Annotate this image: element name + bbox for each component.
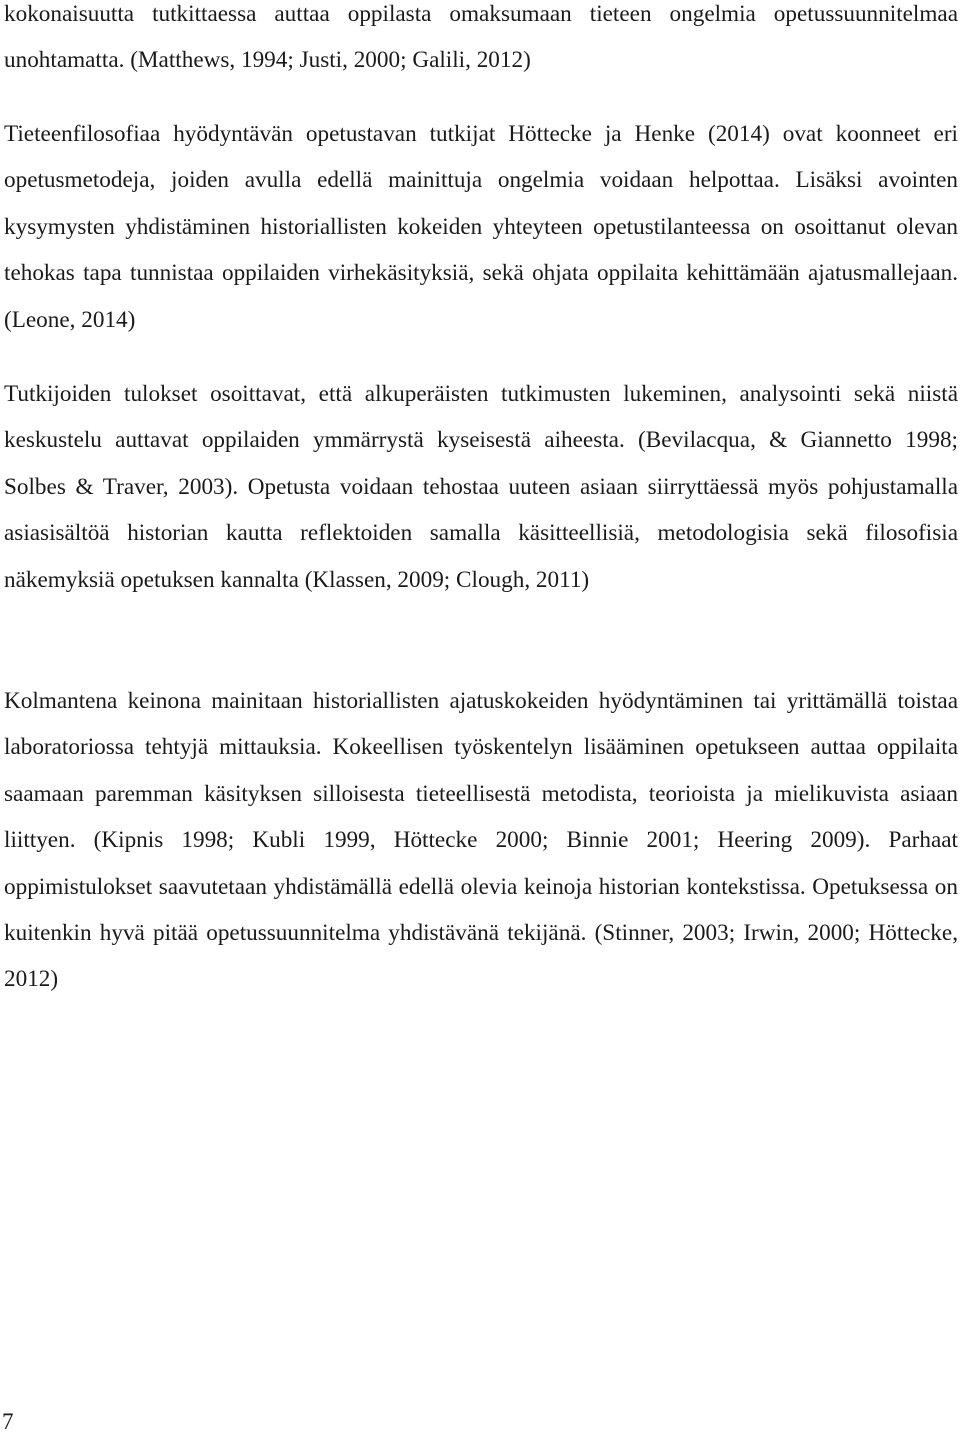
paragraph-research-results: Tutkijoiden tulokset osoittavat, että alkuperäisten tutkimusten lukeminen, analysointi sekä niistä keskustelu auttavat oppilaiden ymmärrystä kyseisestä aiheesta. (Bevilacqua, & Giannetto 1998; Solbes & Traver, 2003). Opetusta voidaan tehostaa uuteen asiaan siirryttäessä myös pohjustamalla asiasisältöä historian kautta reflektoiden samalla käsitteellisiä, metodologisia sekä filosofisia näkemyksiä opetuksen kannalta (Klassen, 2009; Clough, 2011) <box>4 381 958 593</box>
paragraph-philosophy-methods: Tieteenfilosofiaa hyödyntävän opetustavan tutkijat Höttecke ja Henke (2014) ovat koonneet eri opetusmetodeja, joiden avulla edellä mainittuja ongelmia voidaan helpottaa. Lisäksi avointen kysymysten yhdistäminen historiallisten kokeiden yhteyteen opetustilanteessa on osoittanut olevan tehokas tapa tunnistaa oppilaiden virhekäsityksiä, sekä ohjata oppilaita kehittämään ajatusmallejaan. (Leone, 2014) <box>4 121 958 333</box>
paragraph-continuation: kokonaisuutta tutkittaessa auttaa oppilasta omaksumaan tieteen ongelmia opetussuunnitelmaa unohtamatta. (Matthews, 1994; Justi, 2000; Galili, 2012) <box>4 1 958 74</box>
page-number: 7 <box>2 1409 14 1434</box>
paragraph-thought-experiments: Kolmantena keinona mainitaan historiallisten ajatuskokeiden hyödyntäminen tai yrittämällä toistaa laboratoriossa tehtyjä mittauksia. Kokeellisen työskentelyn lisääminen opetukseen auttaa oppilaita saamaan paremman käsityksen silloisesta tieteellisestä metodista, teorioista ja mielikuvista asiaan liittyen. (Kipnis 1998; Kubli 1999, Höttecke 2000; Binnie 2001; Heering 2009). Parhaat oppimistulokset saavutetaan yhdistämällä edellä olevia keinoja historian kontekstissa. Opetuksessa on kuitenkin hyvä pitää opetussuunnitelma yhdistävänä tekijänä. (Stinner, 2003; Irwin, 2000; Höttecke, 2012) <box>4 688 958 993</box>
